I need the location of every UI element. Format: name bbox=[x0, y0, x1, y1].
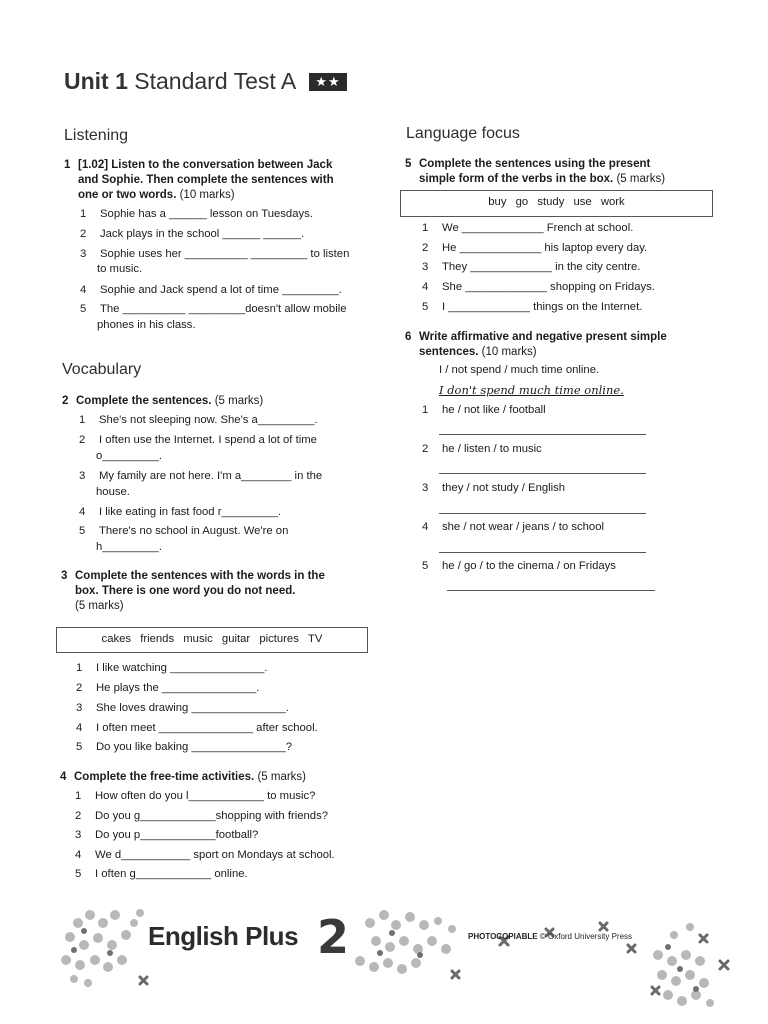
list-item: 2 Do you g____________shopping with friends? bbox=[75, 810, 329, 822]
box-word: music bbox=[183, 633, 213, 645]
question-5-instruction: 5 Complete the sentences using the present simple form of the verbs in the box. (5 marks) bbox=[405, 158, 666, 185]
footer-pattern bbox=[0, 905, 768, 1024]
section-heading-listening: Listening bbox=[64, 127, 129, 144]
english-plus-logo: English Plus bbox=[148, 921, 299, 951]
answer-line[interactable] bbox=[447, 590, 655, 591]
list-item: 2 I often use the Internet. I spend a lot of time bbox=[79, 434, 317, 446]
box-word: go bbox=[515, 196, 529, 208]
list-item: 1 Sophie has a ______ lesson on Tuesdays. bbox=[80, 208, 313, 220]
list-item: 1 How often do you l____________ to music? bbox=[75, 790, 316, 802]
question-2-instruction: 2 Complete the sentences. (5 marks) bbox=[62, 395, 264, 407]
test-title: Standard Test A bbox=[134, 68, 295, 94]
photocopiable-notice: PHOTOCOPIABLE © Oxford University Press bbox=[468, 932, 633, 941]
list-item: 4 she / not wear / jeans / to school bbox=[422, 521, 605, 533]
list-item: 3 Do you p____________football? bbox=[75, 829, 259, 841]
list-item: 5 There's no school in August. We're on bbox=[79, 525, 289, 537]
list-item: 2 He plays the _______________. bbox=[76, 682, 260, 694]
list-item: 1 She's not sleeping now. She's a_________. bbox=[79, 414, 318, 426]
level-number: 2 bbox=[317, 910, 350, 964]
list-item: 3 She loves drawing _______________. bbox=[76, 702, 289, 714]
list-item-continuation: o_________. bbox=[96, 450, 162, 462]
difficulty-stars: ★★ bbox=[309, 73, 346, 91]
question-3-instruction: 3 Complete the sentences with the words in the box. There is one word you do not need. (5 marks) bbox=[61, 570, 325, 612]
list-item: 5 Do you like baking _______________? bbox=[76, 741, 292, 753]
example-answer: I don't spend much time online. bbox=[439, 383, 624, 397]
list-item: 4 She _____________ shopping on Fridays. bbox=[422, 281, 655, 293]
list-item: 5 The __________ _________doesn't allow mobile bbox=[80, 303, 347, 315]
list-item: 4 Sophie and Jack spend a lot of time _________. bbox=[80, 284, 342, 296]
list-item: 3 They _____________ in the city centre. bbox=[422, 261, 641, 273]
list-item-continuation: h_________. bbox=[96, 541, 162, 553]
section-heading-language-focus: Language focus bbox=[406, 125, 520, 142]
list-item: 3 Sophie uses her __________ _________ to listen bbox=[80, 248, 350, 260]
list-item: 5 I often g____________ online. bbox=[75, 868, 248, 880]
list-item: 3 they / not study / English bbox=[422, 482, 566, 494]
box-word: guitar bbox=[221, 633, 251, 645]
answer-line[interactable] bbox=[439, 513, 646, 514]
list-item: 2 he / listen / to music bbox=[422, 443, 542, 455]
box-word: use bbox=[573, 196, 592, 208]
list-item-continuation: phones in his class. bbox=[97, 319, 196, 331]
answer-line[interactable] bbox=[439, 473, 646, 474]
list-item: 5 he / go / to the cinema / on Fridays bbox=[422, 560, 616, 572]
list-item: 1 I like watching _______________. bbox=[76, 662, 268, 674]
question-4-instruction: 4 Complete the free-time activities. (5 marks) bbox=[60, 771, 306, 783]
box-word: TV bbox=[308, 633, 323, 645]
unit-label: Unit 1 bbox=[64, 68, 128, 94]
page-title bbox=[64, 68, 347, 95]
question-1-instruction: 1 [1.02] Listen to the conversation between Jack and Sophie. Then complete the sentences with one or two words. (10 marks) bbox=[64, 159, 334, 201]
answer-line[interactable] bbox=[439, 552, 646, 553]
list-item: 4 I often meet _______________ after school. bbox=[76, 722, 318, 734]
section-heading-vocabulary: Vocabulary bbox=[62, 361, 142, 378]
list-item: 2 He _____________ his laptop every day. bbox=[422, 242, 648, 254]
box-word: work bbox=[600, 196, 625, 208]
box-word: pictures bbox=[259, 633, 299, 645]
question-6-instruction: 6 Write affirmative and negative present simple sentences. (10 marks) bbox=[405, 331, 667, 358]
list-item: 1 We _____________ French at school. bbox=[422, 222, 634, 234]
answer-line[interactable] bbox=[439, 434, 646, 435]
word-box-q5 bbox=[400, 190, 713, 217]
box-word: friends bbox=[140, 633, 175, 645]
list-item-continuation: house. bbox=[96, 486, 130, 498]
box-word: buy bbox=[488, 196, 507, 208]
list-item-continuation: to music. bbox=[97, 263, 143, 275]
list-item: 2 Jack plays in the school ______ ______. bbox=[80, 228, 305, 240]
box-word: study bbox=[537, 196, 565, 208]
box-word: cakes bbox=[101, 633, 132, 645]
list-item: 1 he / not like / football bbox=[422, 404, 546, 416]
list-item: 4 We d___________ sport on Mondays at school. bbox=[75, 849, 335, 861]
word-box-q3 bbox=[56, 627, 368, 653]
example-prompt: I / not spend / much time online. bbox=[439, 364, 600, 376]
list-item: 5 I _____________ things on the Internet. bbox=[422, 301, 643, 313]
list-item: 3 My family are not here. I'm a________ in the bbox=[79, 470, 323, 482]
list-item: 4 I like eating in fast food r_________. bbox=[79, 506, 282, 518]
